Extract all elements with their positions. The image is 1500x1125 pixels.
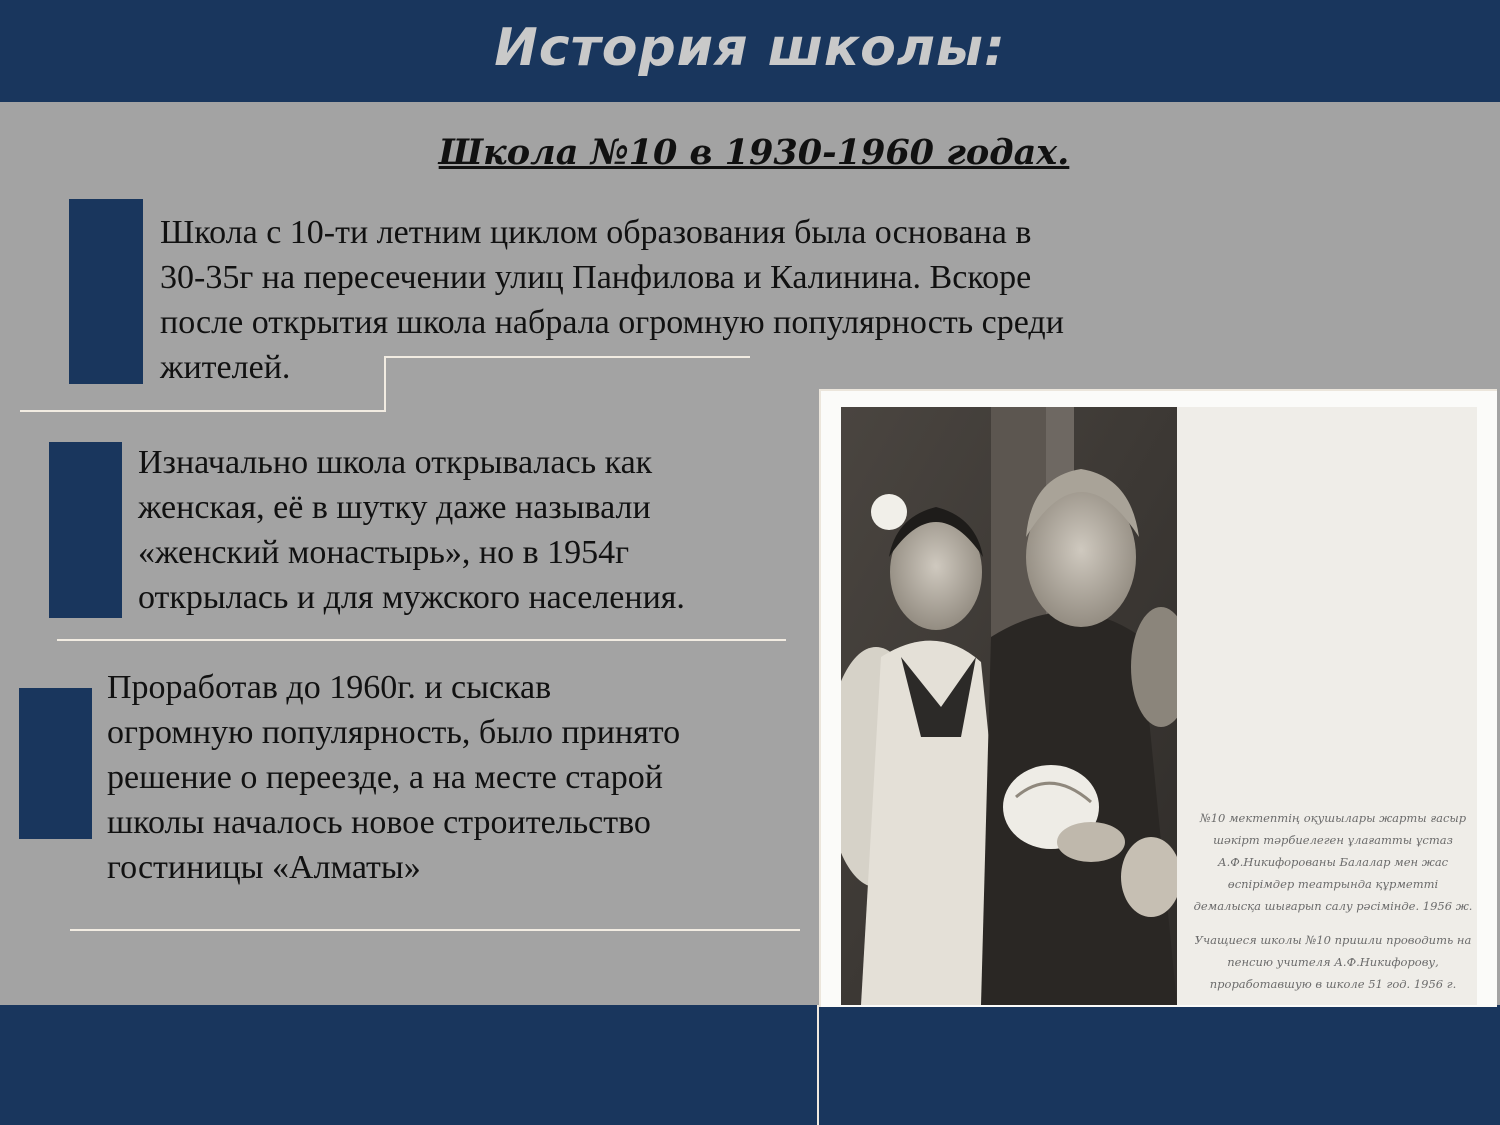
slide-subtitle: Школа №10 в 1930-1960 годах.: [438, 132, 1070, 173]
paragraph-1-line: Школа с 10-ти летним циклом образования была основана в: [160, 214, 1032, 251]
accent-block-1: [69, 199, 143, 384]
divider-step-top: [385, 356, 750, 358]
photo-frame: [819, 389, 1497, 1007]
paragraph-3-line: Проработав до 1960г. и сыскав: [107, 669, 552, 706]
paragraph-3-line: гостиницы «Алматы»: [107, 849, 421, 886]
paragraph-2-line: «женский монастырь», но в 1954г: [138, 534, 630, 571]
divider-step-riser: [384, 356, 386, 412]
paragraph-3-line: школы началось новое строительство: [107, 804, 651, 841]
paragraph-1-line: после открытия школа набрала огромную популярность среди: [160, 304, 1064, 341]
paragraph-2-line: открылась и для мужского населения.: [138, 579, 685, 616]
accent-block-2: [49, 442, 122, 618]
slide-title: История школы:: [494, 18, 1006, 78]
caption-russian: Учащиеся школы №10 пришли проводить на пенсию учителя А.Ф.Никифорову, проработавшую в школе 51 год. 1956 г.: [1194, 933, 1472, 991]
paragraph-3-line: огромную популярность, было принято: [107, 714, 681, 751]
caption-kazakh: №10 мектептің оқушылары жарты ғасыр шәкірт тәрбиелеген ұлағатты ұстаз А.Ф.Никифорованы Балалар мен жас өспірімдер театрында құрметті демалысқа шығарып салу рәсімінде. 1956 ж.: [1193, 811, 1473, 913]
header-bar: [0, 0, 1500, 102]
paragraph-2-line: женская, её в шутку даже называли: [138, 489, 651, 526]
footer-divider: [817, 1005, 819, 1125]
footer-bar: [0, 1005, 1500, 1125]
accent-block-3: [19, 688, 92, 839]
photo-caption: [1193, 807, 1473, 1005]
photo-image: [841, 407, 1177, 1005]
divider-3: [70, 929, 800, 931]
paragraph-1-line: жителей.: [160, 349, 291, 386]
paragraph-2: [138, 440, 685, 620]
paragraph-1-line: 30-35г на пересечении улиц Панфилова и Калинина. Вскоре: [160, 259, 1032, 296]
paragraph-3-line: решение о переезде, а на месте старой: [107, 759, 663, 796]
historical-photo: [841, 407, 1477, 1005]
divider-step-bottom: [20, 410, 386, 412]
paragraph-2-line: Изначально школа открывалась как: [138, 444, 653, 481]
paragraph-1: [160, 210, 1064, 390]
paragraph-3: [107, 665, 680, 890]
divider-2: [57, 639, 786, 641]
